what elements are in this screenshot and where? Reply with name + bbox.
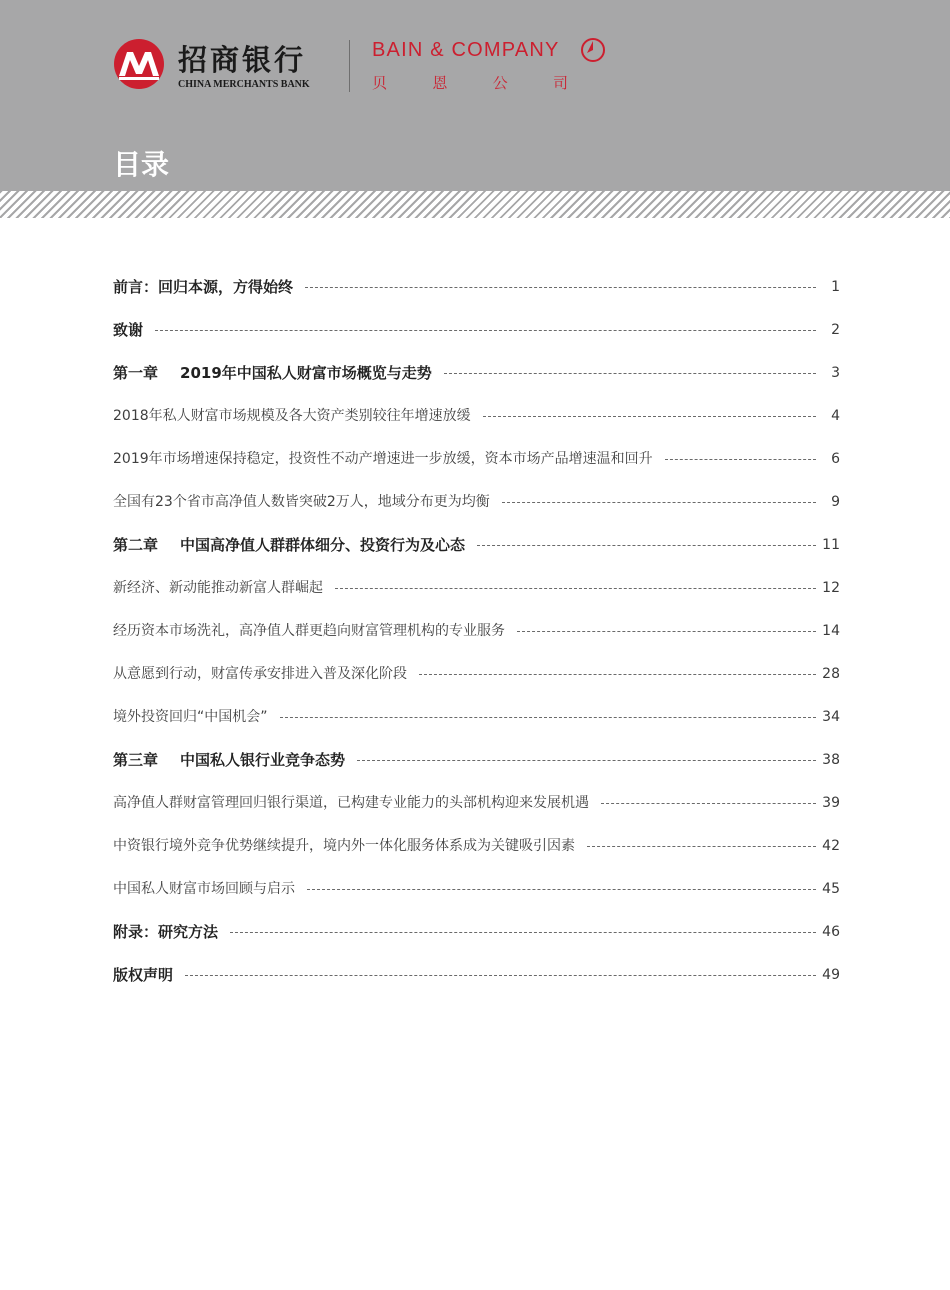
toc-entry-title: 境外投资回归“中国机会” [113, 709, 268, 725]
toc-page-number: 45 [822, 881, 840, 897]
toc-page-number: 28 [822, 666, 840, 682]
toc-chapter-label: 第一章 [113, 364, 159, 382]
table-of-contents [113, 266, 840, 997]
toc-entry-title: 新经济、新动能推动新富人群崛起 [113, 580, 323, 596]
toc-page-number: 38 [822, 752, 840, 768]
toc-entry[interactable] [113, 610, 840, 653]
toc-dot-leader [305, 287, 816, 288]
toc-dot-leader [587, 846, 816, 847]
toc-page-number: 4 [831, 408, 840, 424]
toc-entry[interactable] [113, 954, 840, 997]
bain-cn-char: 司 [552, 74, 568, 92]
toc-entry-title: 2019年市场增速保持稳定，投资性不动产增速进一步放缓，资本市场产品增速温和回升 [113, 451, 653, 467]
toc-entry[interactable] [113, 911, 840, 954]
toc-dot-leader [357, 760, 816, 761]
toc-page-number: 39 [822, 795, 840, 811]
toc-dot-leader [185, 975, 816, 976]
toc-dot-leader [665, 459, 816, 460]
toc-dot-leader [307, 889, 816, 890]
page-title: 目录 [113, 148, 170, 181]
toc-entry-title [113, 524, 465, 566]
toc-entry[interactable] [113, 825, 840, 868]
cmb-name-cn: 招商银行 [178, 43, 307, 77]
bain-cn-char: 公 [492, 74, 508, 92]
toc-entry-title [113, 739, 345, 781]
toc-chapter-label: 第二章 [113, 536, 159, 554]
toc-entry[interactable] [113, 524, 840, 567]
toc-entry-title: 全国有23个省市高净值人数皆突破2万人，地域分布更为均衡 [113, 494, 490, 510]
toc-dot-leader [601, 803, 816, 804]
toc-entry-title [113, 352, 432, 394]
cmb-name-en: CHINA MERCHANTS BANK [178, 79, 310, 90]
toc-entry[interactable] [113, 352, 840, 395]
toc-page-number: 3 [831, 365, 840, 381]
toc-chapter-title: 中国私人银行业竞争态势 [180, 751, 346, 769]
toc-page-number: 11 [822, 537, 840, 553]
toc-entry-title: 中国私人财富市场回顾与启示 [113, 881, 295, 897]
toc-dot-leader [477, 545, 816, 546]
toc-dot-leader [155, 330, 816, 331]
toc-entry[interactable] [113, 739, 840, 782]
toc-entry[interactable] [113, 481, 840, 524]
toc-entry[interactable] [113, 696, 840, 739]
bain-name-cn [372, 74, 568, 92]
bain-cn-char: 贝 [372, 74, 388, 92]
toc-chapter-label: 第三章 [113, 751, 159, 769]
toc-page-number: 12 [822, 580, 840, 596]
toc-entry[interactable] [113, 309, 840, 352]
bain-name-en: BAIN & COMPANY [372, 39, 560, 61]
toc-dot-leader [444, 373, 816, 374]
toc-entry-title: 高净值人群财富管理回归银行渠道，已构建专业能力的头部机构迎来发展机遇 [113, 795, 589, 811]
cmb-logo-icon [113, 38, 165, 90]
toc-entry-title: 经历资本市场洗礼，高净值人群更趋向财富管理机构的专业服务 [113, 623, 505, 639]
toc-entry-title: 2018年私人财富市场规模及各大资产类别较往年增速放缓 [113, 408, 471, 424]
toc-entry[interactable] [113, 438, 840, 481]
toc-entry[interactable] [113, 266, 840, 309]
toc-dot-leader [280, 717, 816, 718]
logo-divider [349, 40, 350, 92]
toc-entry[interactable] [113, 868, 840, 911]
bain-compass-icon [580, 37, 606, 63]
toc-entry[interactable] [113, 567, 840, 610]
toc-page-number: 34 [822, 709, 840, 725]
toc-entry-title: 中资银行境外竞争优势继续提升，境内外一体化服务体系成为关键吸引因素 [113, 838, 575, 854]
toc-entry-title: 附录：研究方法 [113, 923, 219, 941]
toc-dot-leader [502, 502, 816, 503]
toc-entry-title: 前言：回归本源，方得始终 [113, 278, 294, 296]
bain-cn-char: 恩 [432, 74, 448, 92]
toc-chapter-title: 中国高净值人群群体细分、投资行为及心态 [180, 536, 466, 554]
toc-entry-title: 版权声明 [113, 966, 174, 984]
toc-page-number: 9 [831, 494, 840, 510]
toc-entry-title: 致谢 [113, 321, 144, 339]
toc-entry[interactable] [113, 395, 840, 438]
header-hatch-stripe [0, 191, 950, 218]
toc-dot-leader [230, 932, 816, 933]
toc-entry-title: 从意愿到行动，财富传承安排进入普及深化阶段 [113, 666, 407, 682]
toc-entry[interactable] [113, 782, 840, 825]
toc-page-number: 2 [831, 322, 840, 338]
toc-dot-leader [483, 416, 816, 417]
toc-page-number: 14 [822, 623, 840, 639]
toc-page-number: 42 [822, 838, 840, 854]
toc-dot-leader [419, 674, 816, 675]
toc-dot-leader [335, 588, 816, 589]
toc-page-number: 46 [822, 924, 840, 940]
toc-page-number: 1 [831, 279, 840, 295]
toc-page-number: 6 [831, 451, 840, 467]
toc-entry[interactable] [113, 653, 840, 696]
toc-page-number: 49 [822, 967, 840, 983]
toc-dot-leader [517, 631, 816, 632]
toc-chapter-title: 2019年中国私人财富市场概览与走势 [180, 364, 432, 382]
